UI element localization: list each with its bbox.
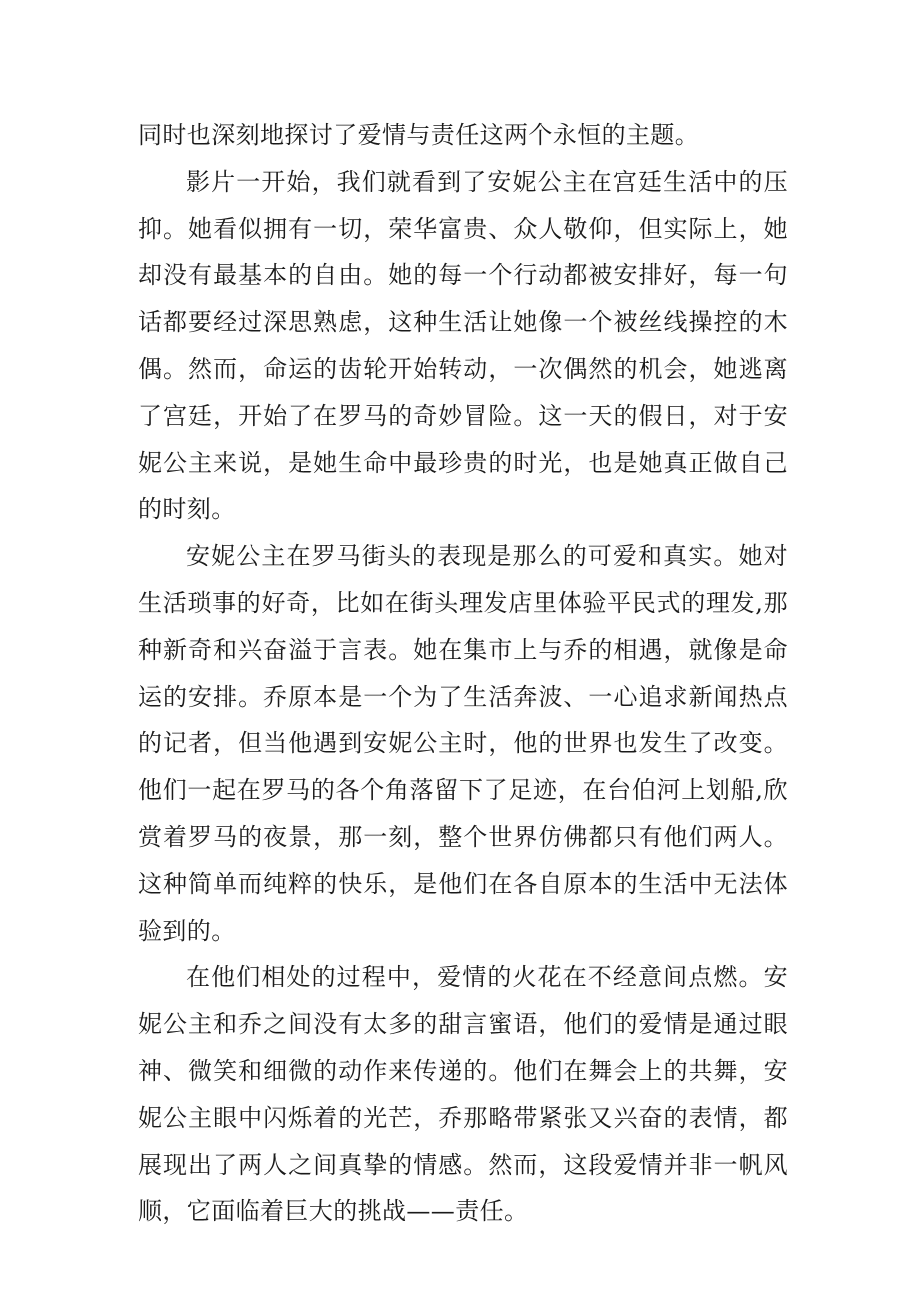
paragraph-continued: 同时也深刻地探讨了爱情与责任这两个永恒的主题。 — [138, 121, 700, 149]
paragraph-love-responsibility: 在他们相处的过程中，爱情的火花在不经意间点燃。安妮公主和乔之间没有太多的甜言蜜语，他们的爱情是通过眼神、微笑和细微的动作来传递的。他们在舞会上的共舞，安妮公主眼中闪烁着的光芒，乔那略带紧张又兴奋的表情，都展现出了两人之间真挚的情感。然而，这段爱情并非一帆风顺，它面临着巨大的挑战——责任。 — [138, 963, 788, 1226]
paragraph-palace-life: 影片一开始，我们就看到了安妮公主在宫廷生活中的压抑。她看似拥有一切，荣华富贵、众人敬仰，但实际上，她却没有最基本的自由。她的每一个行动都被安排好，每一句话都要经过深思熟虑，这种生活让她像一个被丝线操控的木偶。然而，命运的齿轮开始转动，一次偶然的机会，她逃离了宫廷，开始了在罗马的奇妙冒险。这一天的假日，对于安妮公主来说，是她生命中最珍贵的时光，也是她真正做自己的时刻。 — [138, 167, 788, 524]
body-text — [138, 112, 788, 1235]
paragraph-rome-streets: 安妮公主在罗马街头的表现是那么的可爱和真实。她对生活琐事的好奇，比如在街头理发店里体验平民式的理发,那种新奇和兴奋溢于言表。她在集市上与乔的相遇，就像是命运的安排。乔原本是一个为了生活奔波、一心追求新闻热点的记者，但当他遇到安妮公主时，他的世界也发生了改变。他们一起在罗马的各个角落留下了足迹，在台伯河上划船,欣赏着罗马的夜景，那一刻，整个世界仿佛都只有他们两人。这种简单而纯粹的快乐，是他们在各自原本的生活中无法体验到的。 — [138, 542, 788, 945]
